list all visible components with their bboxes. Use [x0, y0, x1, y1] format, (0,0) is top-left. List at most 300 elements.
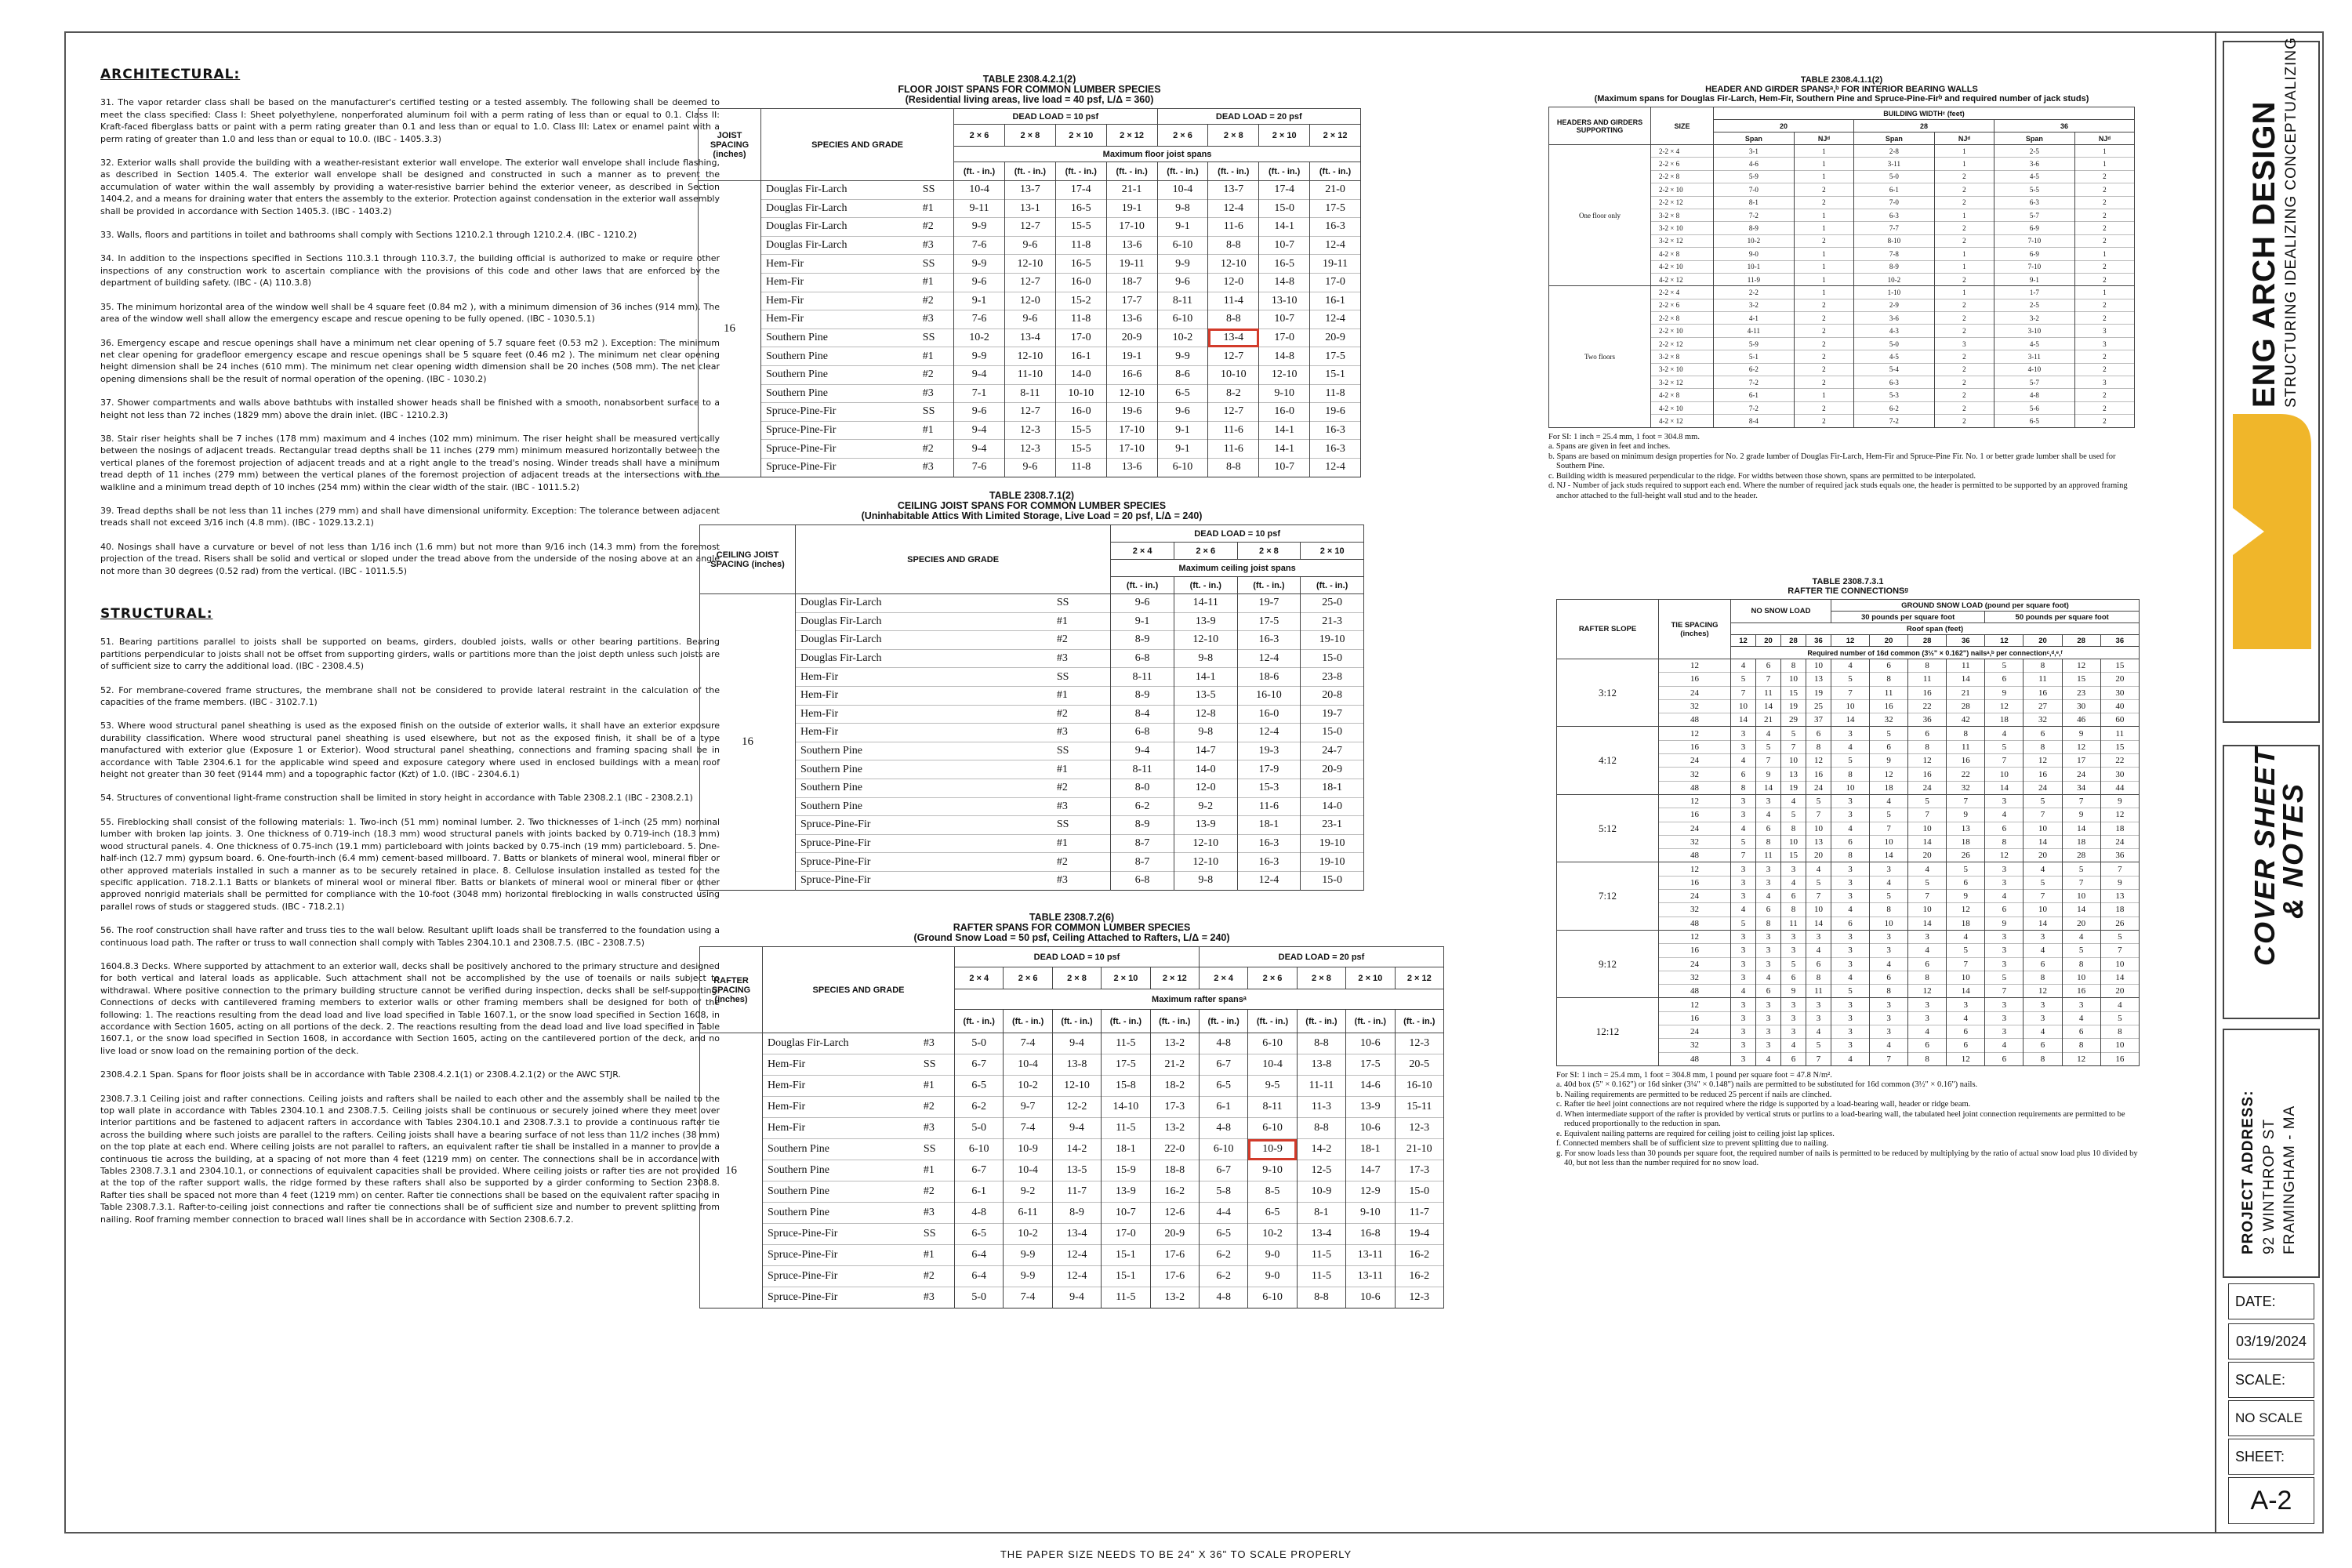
header-value: 7-8 [1853, 248, 1934, 260]
nail-count: 3 [1731, 794, 1756, 808]
span-value: 6-1 [1199, 1097, 1247, 1118]
span-value: 11-5 [1297, 1245, 1345, 1266]
span-value: 8-8 [1297, 1033, 1345, 1054]
header-size: 2-2 × 4 [1651, 145, 1714, 158]
span-value: 10-10 [1055, 384, 1106, 403]
header-size: 3-2 × 12 [1651, 376, 1714, 389]
unit-header: (ft. - in.) [1301, 577, 1364, 594]
grade: #3 [1052, 649, 1111, 668]
building-width-header: 36 [1994, 120, 2134, 132]
span-value: 17-4 [1055, 181, 1106, 200]
header-value: 6-2 [1853, 401, 1934, 414]
nail-count: 12 [2100, 808, 2139, 822]
span-value: 11-8 [1055, 458, 1106, 477]
nail-count: 21 [1755, 713, 1780, 727]
nail-count: 4 [2062, 1011, 2100, 1025]
table-row [699, 181, 1361, 200]
nail-count: 3 [1985, 876, 2024, 889]
tie-span-header: 36 [1806, 635, 1831, 647]
span-value: 15-1 [1102, 1266, 1150, 1287]
span-value: 6-10 [1248, 1033, 1297, 1054]
unit-header: (ft. - in.) [1310, 162, 1361, 181]
table-row [700, 649, 1364, 668]
floor-table-body [699, 181, 1361, 477]
nail-count: 8 [1755, 916, 1780, 930]
nail-count: 5 [1780, 808, 1806, 822]
tie-table-notes [1556, 1071, 2140, 1169]
nail-count: 6 [1870, 740, 1908, 753]
nail-count: 13 [1806, 673, 1831, 686]
tie-spacing: 32 [1659, 699, 1731, 713]
nail-count: 15 [1780, 849, 1806, 862]
table-footnote: b. Nailing requirements are permitted to be reduced 25 percent if nails are clinched. [1556, 1090, 1832, 1099]
note-paragraph: 40. Nosings shall have a curvature or bevel of not less than 1/16 inch (1.6 mm) but not more than 9/16 inch (14.3 mm) from the foremost projection of the tread. Risers shall be solid and vertical or sloped under the tread above from the underside of the nosing above at an angle not more than 30 degrees (0.52 rad) from the vertical. (IBC - 1011.5.5) [100, 541, 720, 576]
unit-header: (ft. - in.) [1004, 1010, 1052, 1033]
header-value: 7-0 [1714, 183, 1795, 196]
span-value: 12-10 [1052, 1076, 1101, 1097]
nail-count: 6 [1806, 727, 1831, 740]
header-value: 3 [1934, 337, 1994, 350]
header-value: 3-10 [1994, 325, 2074, 337]
header-value: 2 [1794, 376, 1853, 389]
rafter-slope: 12:12 [1557, 998, 1659, 1065]
nail-count: 3 [1755, 1025, 1780, 1039]
span-value: 10-4 [1004, 1054, 1052, 1076]
nail-count: 5 [1985, 971, 2024, 984]
span-value: 12-10 [1259, 365, 1310, 384]
note-paragraph: 53. Where wood structural panel sheathing is used as the exposed finish on the outside of exterior walls, it shall have an exterior exposure durability classification. Where wood structural panel sheathing is used elsewhere, but not as the exposed finish, it shall be of a type manufactured with exterior glue (Exposure 1 or Exterior). Wood structural panel sheathing, connections and framing spacing shall be in accordance with Table 2304.6.1 for the applicable wind speed and exposure category where used in enclosed buildings with a mean roof height not greater than 30 feet (9144 mm) and a topographic factor (Kzt) of 1.0. (IBC - 2304.6.1) [100, 720, 720, 780]
span-value: 9-9 [954, 218, 1005, 237]
header-value: 6-9 [1994, 222, 2074, 234]
nail-count: 37 [1806, 713, 1831, 727]
span-value: 9-9 [1004, 1266, 1052, 1287]
nail-count: 18 [1947, 916, 1985, 930]
nail-count: 3 [1755, 944, 1780, 957]
span-value: 8-9 [1052, 1203, 1101, 1224]
header-value: 2 [1934, 170, 1994, 183]
nail-count: 8 [1731, 781, 1756, 794]
date-label: DATE: [2228, 1283, 2314, 1319]
span-value: 17-5 [1310, 347, 1361, 366]
nail-count: 3 [1831, 930, 1869, 943]
span-value: 22-0 [1150, 1139, 1199, 1160]
paper-size-note: THE PAPER SIZE NEEDS TO BE 24" X 36" TO SCALE PROPERLY [1000, 1548, 1352, 1560]
header-value: 9-1 [1994, 273, 2074, 285]
grade: SS [918, 255, 954, 274]
jack-stud-header: NJᵈ [1934, 132, 1994, 145]
ceiling-h-species: SPECIES AND GRADE [796, 525, 1111, 594]
span-value: 16-8 [1346, 1224, 1395, 1245]
nail-count: 6 [1870, 971, 1908, 984]
table-row [699, 384, 1361, 403]
nail-count: 14 [1908, 835, 1947, 848]
span-value: 4-8 [1199, 1118, 1247, 1139]
header-size: 4-2 × 10 [1651, 260, 1714, 273]
span-value: 15-0 [1301, 871, 1364, 890]
nail-count: 3 [1947, 998, 1985, 1011]
table-footnote: a. Spans are given in feet and inches. [1548, 442, 1671, 452]
grade: #2 [919, 1266, 955, 1287]
species: Douglas Fir-Larch [796, 649, 1052, 668]
span-value: 6-10 [1199, 1139, 1247, 1160]
floor-table-subtitle: (Residential living areas, live load = 40 psf, L/Δ = 360) [905, 94, 1154, 105]
header-value: 2-5 [1994, 299, 2074, 311]
jack-stud-header: NJᵈ [1794, 132, 1853, 145]
species: Douglas Fir-Larch [796, 594, 1052, 613]
tie-spacing: 24 [1659, 1025, 1731, 1039]
span-value: 7-6 [954, 458, 1005, 477]
table-row [700, 1287, 1444, 1308]
header-value: 2 [1934, 376, 1994, 389]
nail-count: 40 [2100, 699, 2139, 713]
span-value: 19-10 [1301, 853, 1364, 872]
header-value: 1 [1794, 158, 1853, 170]
header-value: 2 [1794, 337, 1853, 350]
span-value: 13-9 [1174, 612, 1237, 631]
span-value: 9-7 [1004, 1097, 1052, 1118]
header-value: 2 [2074, 183, 2134, 196]
span-value: 10-6 [1346, 1287, 1395, 1308]
table-row [700, 1266, 1444, 1287]
nail-count: 8 [1870, 903, 1908, 916]
nail-count: 11 [1947, 740, 1985, 753]
table-row [700, 705, 1364, 724]
span-value: 12-0 [1174, 779, 1237, 797]
tie-table-body [1557, 659, 2140, 1066]
header-table-subtitle: (Maximum spans for Douglas Fir-Larch, Hem-Fir, Southern Pine and Spruce-Pine-Firᵇ and required number of jack studs) [1594, 94, 2089, 103]
note-paragraph: 1604.8.3 Decks. Where supported by attachment to an exterior wall, decks shall be positively anchored to the primary structure and designed for both vertical and lateral loads as applicable. Such attachment shall not be accomplished by the use of toenails or nails subject to withdrawal. Where positive connection to the primary building structure cannot be verified during inspection, decks shall be self-supporting. Connections of decks with cantilevered framing members to exterior walls or other framing members shall be designed for both of the following: 1. The reactions resulting from the dead load and live load specified in Table 1607.1, or the snow load specified in Section 1608, in accordance with Section 1605, acting on all portions of the deck. 2. The reactions resulting from the dead load and live load specified in Table 1607.1, or the snow load specified in Section 1608, in accordance with Section 1605, acting on the cantilevered portion of the deck, and no live load or snow load on the remaining portion of the deck. [100, 960, 720, 1056]
nail-count: 4 [1947, 930, 1985, 943]
nail-count: 32 [2024, 713, 2062, 727]
span-value: 8-8 [1297, 1287, 1345, 1308]
nail-count: 4 [1780, 794, 1806, 808]
header-value: 2 [2074, 389, 2134, 401]
nail-count: 9 [2100, 876, 2139, 889]
nail-count: 4 [2024, 944, 2062, 957]
header-value: 6-9 [1994, 248, 2074, 260]
nail-count: 3 [1731, 1039, 1756, 1052]
nail-count: 18 [1947, 835, 1985, 848]
header-value: 1 [1934, 286, 1994, 299]
nail-count: 8 [1806, 740, 1831, 753]
grade: #3 [918, 310, 954, 329]
nail-count: 8 [1908, 740, 1947, 753]
span-value: 19-11 [1310, 255, 1361, 274]
span-value: 17-0 [1310, 273, 1361, 292]
floor-h-dead20: DEAD LOAD = 20 psf [1157, 109, 1360, 125]
floor-table-number: TABLE 2308.4.2.1(2) [982, 74, 1076, 85]
header-value: 5-1 [1714, 350, 1795, 363]
span-value: 18-1 [1102, 1139, 1150, 1160]
note-paragraph: 51. Bearing partitions parallel to joists shall be supported on beams, girders, doubled joists, walls or other bearing partitions. Bearing partitions perpendicular to joists shall not be offset from supporting girders, walls or partitions more than the joist depth unless such joists are of sufficient size to carry the additional load. (IBC - 2308.4.5) [100, 637, 720, 672]
span-value: 9-6 [1004, 458, 1055, 477]
nail-count: 14 [1731, 713, 1756, 727]
header-value: 2 [1934, 350, 1994, 363]
species: Hem-Fir [796, 724, 1052, 742]
span-value: 12-10 [1174, 834, 1237, 853]
span-value: 6-4 [955, 1245, 1004, 1266]
header-value: 5-6 [1994, 401, 2074, 414]
nail-count: 3 [1731, 1011, 1756, 1025]
span-value: 16-3 [1310, 421, 1361, 440]
nail-count: 4 [1831, 659, 1869, 673]
floor-table-title: FLOOR JOIST SPANS FOR COMMON LUMBER SPECIES [898, 84, 1161, 95]
nail-count: 7 [1947, 794, 1985, 808]
header-table-notes [1548, 433, 2135, 502]
span-value: 4-4 [1199, 1203, 1247, 1224]
span-value: 6-5 [1199, 1224, 1247, 1245]
nail-count: 3 [1831, 998, 1869, 1011]
nail-count: 44 [2100, 781, 2139, 794]
grade: #1 [1052, 612, 1111, 631]
species: Spruce-Pine-Fir [761, 421, 918, 440]
tie-span-header: 12 [1731, 635, 1756, 647]
unit-header: (ft. - in.) [1150, 1010, 1199, 1033]
header-value: 1 [1794, 209, 1853, 221]
nail-count: 7 [2100, 944, 2139, 957]
tie-spacing: 48 [1659, 713, 1731, 727]
span-value: 8-11 [1248, 1097, 1297, 1118]
span-value: 19-10 [1301, 631, 1364, 650]
joist-spacing: 16 [700, 594, 796, 891]
unit-header: (ft. - in.) [1106, 162, 1157, 181]
span-value: 8-11 [1111, 668, 1174, 687]
header-value: 1 [1794, 145, 1853, 158]
header-girder-table [1548, 75, 2135, 501]
span-value: 18-1 [1301, 779, 1364, 797]
grade: #1 [919, 1245, 955, 1266]
nail-count: 3 [1985, 930, 2024, 943]
span-value: 9-4 [954, 365, 1005, 384]
span-value: 16-2 [1150, 1181, 1199, 1203]
nail-count: 4 [1731, 985, 1756, 998]
floor-size-header: 2 × 10 [1259, 125, 1310, 147]
span-value: 19-7 [1301, 705, 1364, 724]
nail-count: 32 [1947, 781, 1985, 794]
nail-count: 8 [2024, 1052, 2062, 1065]
note-paragraph: 56. The roof construction shall have rafter and truss ties to the wall below. Resultant uplift loads shall be transferred to the foundation using a continuous load path. The rafter or truss to wall connection shall comply with Tables 2304.10.1 and 2308.7.5. (IBC - 2308.7.5) [100, 925, 720, 948]
span-value: 9-4 [954, 440, 1005, 459]
nail-count: 7 [1731, 686, 1756, 699]
nail-count: 14 [2062, 822, 2100, 835]
species: Southern Pine [763, 1181, 919, 1203]
span-value: 12-4 [1310, 236, 1361, 255]
floor-size-header: 2 × 8 [1004, 125, 1055, 147]
species: Southern Pine [761, 347, 918, 366]
nail-count: 9 [1947, 890, 1985, 903]
nail-count: 6 [1908, 957, 1947, 971]
nail-count: 8 [2100, 1025, 2139, 1039]
table-row [700, 816, 1364, 835]
nail-count: 30 [2100, 686, 2139, 699]
note-paragraph: 54. Structures of conventional light-frame construction shall be limited in story height in accordance with Table 2308.2.1 (IBC - 2308.2.1) [100, 793, 693, 804]
species: Spruce-Pine-Fir [763, 1245, 919, 1266]
header-value: 2 [2074, 415, 2134, 427]
header-value: 2 [1934, 183, 1994, 196]
span-value: 14-0 [1174, 760, 1237, 779]
nail-count: 24 [1806, 781, 1831, 794]
tie-spacing: 32 [1659, 1039, 1731, 1052]
span-value: 9-6 [1111, 594, 1174, 613]
table-footnote: f. Connected members shall be of sufficient size to prevent splitting due to nailing. [1556, 1139, 1829, 1149]
nail-count: 11 [1755, 686, 1780, 699]
span-value: 9-10 [1259, 384, 1310, 403]
span-value: 12-7 [1208, 347, 1259, 366]
header-value: 3-11 [1853, 158, 1934, 170]
table-row [700, 1097, 1444, 1118]
species: Southern Pine [796, 797, 1052, 816]
header-value: 5-9 [1714, 170, 1795, 183]
nail-count: 4 [1806, 862, 1831, 876]
span-value: 13-4 [1004, 328, 1055, 347]
span-value: 14-7 [1174, 742, 1237, 760]
span-value: 13-5 [1052, 1160, 1101, 1181]
nail-count: 4 [1870, 794, 1908, 808]
nail-count: 5 [1831, 673, 1869, 686]
tie-span-header: 36 [2100, 635, 2139, 647]
span-value: 23-1 [1301, 816, 1364, 835]
span-value: 8-4 [1111, 705, 1174, 724]
span-value: 11-8 [1055, 310, 1106, 329]
species: Hem-Fir [763, 1054, 919, 1076]
nail-count: 20 [2100, 985, 2139, 998]
span-value: 8-11 [1157, 292, 1208, 310]
notes-column [100, 69, 720, 1237]
span-value: 12-4 [1237, 871, 1301, 890]
span-value: 9-6 [1157, 403, 1208, 422]
header-value: 7-10 [1994, 260, 2074, 273]
nail-count: 13 [1780, 768, 1806, 781]
table-row [700, 1181, 1444, 1203]
species: Southern Pine [796, 760, 1052, 779]
nail-count: 3 [1731, 890, 1756, 903]
nail-count: 12 [2062, 659, 2100, 673]
ceiling-joist-table [699, 491, 1364, 891]
span-value: 13-9 [1102, 1181, 1150, 1203]
nail-count: 3 [1755, 876, 1780, 889]
span-value: 7-6 [954, 310, 1005, 329]
span-value: 17-5 [1102, 1054, 1150, 1076]
nail-count: 12 [2024, 754, 2062, 768]
grade: #2 [918, 218, 954, 237]
grade: #1 [1052, 760, 1111, 779]
header-value: 2 [1794, 299, 1853, 311]
nail-count: 10 [2024, 822, 2062, 835]
nail-count: 3 [1780, 1011, 1806, 1025]
sheet-title-line1: COVER SHEET [2249, 746, 2281, 966]
span-value: 8-9 [1111, 686, 1174, 705]
nail-count: 8 [2062, 957, 2100, 971]
span-value: 15-5 [1055, 218, 1106, 237]
table-row [1557, 794, 2140, 808]
table-row [700, 594, 1364, 613]
span-value: 12-10 [1174, 853, 1237, 872]
nail-count: 6 [1806, 957, 1831, 971]
tie-spacing: 48 [1659, 1052, 1731, 1065]
header-value: 2 [1934, 415, 1994, 427]
floor-size-header: 2 × 12 [1106, 125, 1157, 147]
grade: #1 [919, 1160, 955, 1181]
span-value: 10-6 [1346, 1118, 1395, 1139]
span-value: 13-11 [1346, 1245, 1395, 1266]
nail-count: 4 [1731, 754, 1756, 768]
unit-header: (ft. - in.) [1052, 1010, 1101, 1033]
tie-spacing: 16 [1659, 673, 1731, 686]
tie-table-title: RAFTER TIE CONNECTIONSᵍ [1788, 586, 1908, 596]
grade: SS [1052, 816, 1111, 835]
span-value: 9-6 [1004, 310, 1055, 329]
species: Douglas Fir-Larch [796, 612, 1052, 631]
span-value: 16-0 [1237, 705, 1301, 724]
tie-span-header: 20 [1870, 635, 1908, 647]
nail-count: 17 [2062, 754, 2100, 768]
span-value: 18-1 [1346, 1139, 1395, 1160]
table-row [699, 403, 1361, 422]
span-value: 12-0 [1004, 292, 1055, 310]
header-value: 7-2 [1714, 376, 1795, 389]
tie-spacing: 12 [1659, 794, 1731, 808]
nail-count: 3 [1731, 740, 1756, 753]
nail-count: 30 [2062, 699, 2100, 713]
header-value: 2 [1934, 222, 1994, 234]
span-value: 17-5 [1310, 199, 1361, 218]
nail-count: 9 [1985, 916, 2024, 930]
nail-count: 6 [1908, 1039, 1947, 1052]
highlighted-span-value: 10-9 [1248, 1139, 1297, 1160]
unit-header: (ft. - in.) [1297, 1010, 1345, 1033]
rafter-slope: 7:12 [1557, 862, 1659, 930]
highlighted-span-value: 13-4 [1208, 328, 1259, 347]
nail-count: 3 [1831, 1025, 1869, 1039]
table-row [699, 365, 1361, 384]
unit-header: (ft. - in.) [1237, 577, 1301, 594]
span-value: 21-2 [1150, 1054, 1199, 1076]
span-value: 7-1 [954, 384, 1005, 403]
nail-count: 3 [1831, 1011, 1869, 1025]
header-value: 4-5 [1853, 350, 1934, 363]
header-value: 2 [2074, 350, 2134, 363]
span-value: 21-10 [1395, 1139, 1443, 1160]
nail-count: 8 [2062, 1039, 2100, 1052]
nail-count: 9 [2062, 727, 2100, 740]
tie-span-header: 28 [2062, 635, 2100, 647]
header-value: 4-10 [1994, 363, 2074, 376]
span-value: 8-7 [1111, 834, 1174, 853]
nail-count: 6 [1755, 985, 1780, 998]
span-value: 9-0 [1248, 1266, 1297, 1287]
span-value: 13-2 [1150, 1118, 1199, 1139]
nail-count: 3 [1731, 957, 1756, 971]
nail-count: 7 [1870, 1052, 1908, 1065]
table-footnote: For SI: 1 inch = 25.4 mm, 1 foot = 304.8 mm. [1548, 432, 1700, 441]
header-value: 1-10 [1853, 286, 1934, 299]
header-value: 1 [2074, 286, 2134, 299]
nail-count: 3 [1831, 727, 1869, 740]
species: Spruce-Pine-Fir [796, 871, 1052, 890]
tie-h-nosnow: NO SNOW LOAD [1731, 600, 1831, 623]
rafter-slope: 4:12 [1557, 727, 1659, 794]
title-block-divider [2215, 31, 2216, 1534]
header-value: 5-0 [1853, 170, 1934, 183]
tie-spacing: 24 [1659, 822, 1731, 835]
header-value: 9-0 [1714, 248, 1795, 260]
nail-count: 18 [2100, 903, 2139, 916]
header-value: 5-5 [1994, 183, 2074, 196]
span-value: 17-10 [1106, 218, 1157, 237]
nail-count: 4 [1908, 1025, 1947, 1039]
unit-header: (ft. - in.) [1102, 1010, 1150, 1033]
nail-count: 3 [1731, 1025, 1756, 1039]
